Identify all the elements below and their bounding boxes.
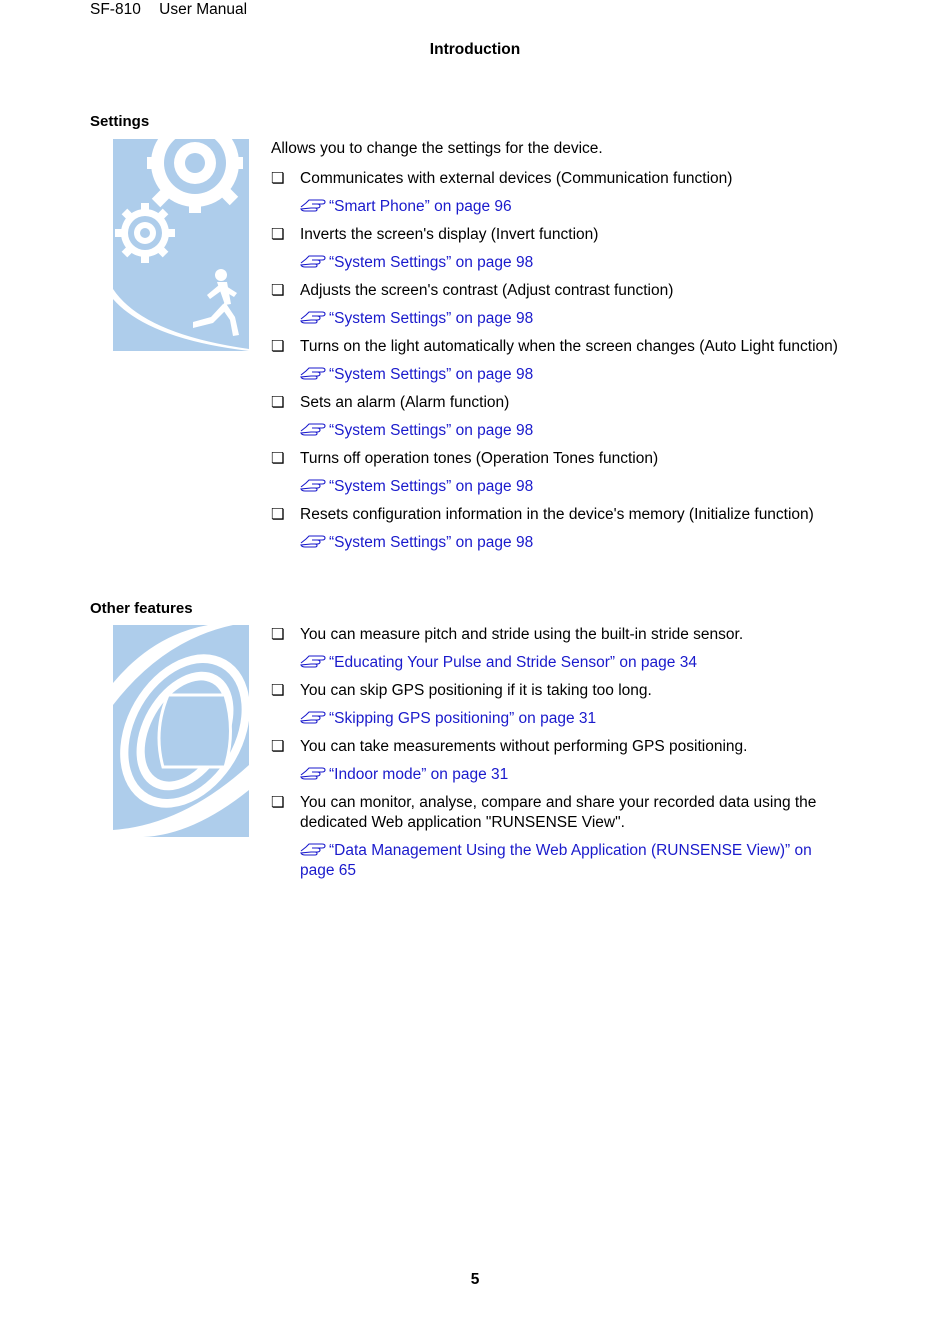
list-item xyxy=(271,393,871,441)
settings-section-title: Settings xyxy=(90,113,150,130)
checkbox-bullet-icon: ❏ xyxy=(271,794,285,811)
cross-reference-link[interactable] xyxy=(300,653,871,673)
checkbox-bullet-icon: ❏ xyxy=(271,170,285,187)
checkbox-bullet-icon: ❏ xyxy=(271,682,285,699)
pointing-hand-icon xyxy=(300,710,326,724)
cross-reference-link[interactable] xyxy=(300,197,871,217)
checkbox-bullet-icon: ❏ xyxy=(271,506,285,523)
cross-reference-text: “System Settings” on page 98 xyxy=(329,310,534,327)
pointing-hand-icon xyxy=(300,254,326,268)
checkbox-bullet-icon: ❏ xyxy=(271,626,285,643)
cross-reference-link[interactable] xyxy=(300,709,871,729)
list-item xyxy=(271,505,871,553)
cross-reference-text: “System Settings” on page 98 xyxy=(329,478,534,495)
settings-content xyxy=(271,139,871,561)
list-item-text: Turns on the light automatically when the screen changes (Auto Light function) xyxy=(300,338,838,355)
cross-reference-text: “Data Management Using the Web Application (RUNSENSE View)” on page 65 xyxy=(300,842,812,879)
cross-reference-link[interactable] xyxy=(300,841,840,881)
list-item-text: You can measure pitch and stride using the built-in stride sensor. xyxy=(300,626,744,643)
settings-intro: Allows you to change the settings for the device. xyxy=(271,140,603,157)
list-item-text: You can skip GPS positioning if it is taking too long. xyxy=(300,682,652,699)
checkbox-bullet-icon: ❏ xyxy=(271,282,285,299)
cross-reference-text: “Indoor mode” on page 31 xyxy=(329,766,509,783)
chapter-title: Introduction xyxy=(429,41,521,58)
list-item xyxy=(271,681,871,729)
list-item-text: Resets configuration information in the device's memory (Initialize function) xyxy=(300,506,814,523)
list-item xyxy=(271,225,871,273)
pointing-hand-icon xyxy=(300,422,326,436)
pointing-hand-icon xyxy=(300,366,326,380)
list-item xyxy=(271,625,871,673)
list-item-text: Turns off operation tones (Operation Tones function) xyxy=(300,450,659,467)
list-item-text: You can monitor, analyse, compare and share your recorded data using the dedicated Web application "RUNSENSE View". xyxy=(300,794,817,831)
other-features-section-title: Other features xyxy=(90,600,193,617)
cross-reference-link[interactable] xyxy=(300,365,871,385)
pointing-hand-icon xyxy=(300,534,326,548)
cross-reference-text: “System Settings” on page 98 xyxy=(329,254,534,271)
pointing-hand-icon xyxy=(300,842,326,856)
list-item xyxy=(271,449,871,497)
checkbox-bullet-icon: ❏ xyxy=(271,338,285,355)
cross-reference-link[interactable] xyxy=(300,421,871,441)
header-manual-title: User Manual xyxy=(159,1,248,18)
list-item xyxy=(271,169,871,217)
list-item-text: You can take measurements without performing GPS positioning. xyxy=(300,738,748,755)
cross-reference-link[interactable] xyxy=(300,309,871,329)
cross-reference-text: “System Settings” on page 98 xyxy=(329,366,534,383)
page-number: 5 xyxy=(470,1271,480,1288)
cross-reference-text: “Skipping GPS positioning” on page 31 xyxy=(329,710,597,727)
cross-reference-text: “System Settings” on page 98 xyxy=(329,534,534,551)
cross-reference-link[interactable] xyxy=(300,533,871,553)
pointing-hand-icon xyxy=(300,310,326,324)
pointing-hand-icon xyxy=(300,198,326,212)
list-item-text: Adjusts the screen's contrast (Adjust contrast function) xyxy=(300,282,674,299)
list-item xyxy=(271,737,871,785)
settings-gears-runner-illustration xyxy=(113,139,249,351)
other-features-content xyxy=(271,625,871,889)
checkbox-bullet-icon: ❏ xyxy=(271,394,285,411)
cross-reference-text: “Smart Phone” on page 96 xyxy=(329,198,512,215)
pointing-hand-icon xyxy=(300,478,326,492)
checkbox-bullet-icon: ❏ xyxy=(271,450,285,467)
running-header xyxy=(90,0,261,20)
pointing-hand-icon xyxy=(300,766,326,780)
header-model: SF-810 xyxy=(90,1,141,18)
list-item-text: Communicates with external devices (Communication function) xyxy=(300,170,733,187)
list-item xyxy=(271,337,871,385)
cross-reference-link[interactable] xyxy=(300,253,871,273)
cross-reference-link[interactable] xyxy=(300,765,871,785)
cross-reference-text: “System Settings” on page 98 xyxy=(329,422,534,439)
list-item xyxy=(271,793,840,881)
list-item-text: Sets an alarm (Alarm function) xyxy=(300,394,510,411)
cross-reference-link[interactable] xyxy=(300,477,871,497)
other-features-device-illustration xyxy=(113,625,249,837)
checkbox-bullet-icon: ❏ xyxy=(271,738,285,755)
checkbox-bullet-icon: ❏ xyxy=(271,226,285,243)
cross-reference-text: “Educating Your Pulse and Stride Sensor” on page 34 xyxy=(329,654,697,671)
pointing-hand-icon xyxy=(300,654,326,668)
list-item-text: Inverts the screen's display (Invert function) xyxy=(300,226,599,243)
list-item xyxy=(271,281,871,329)
